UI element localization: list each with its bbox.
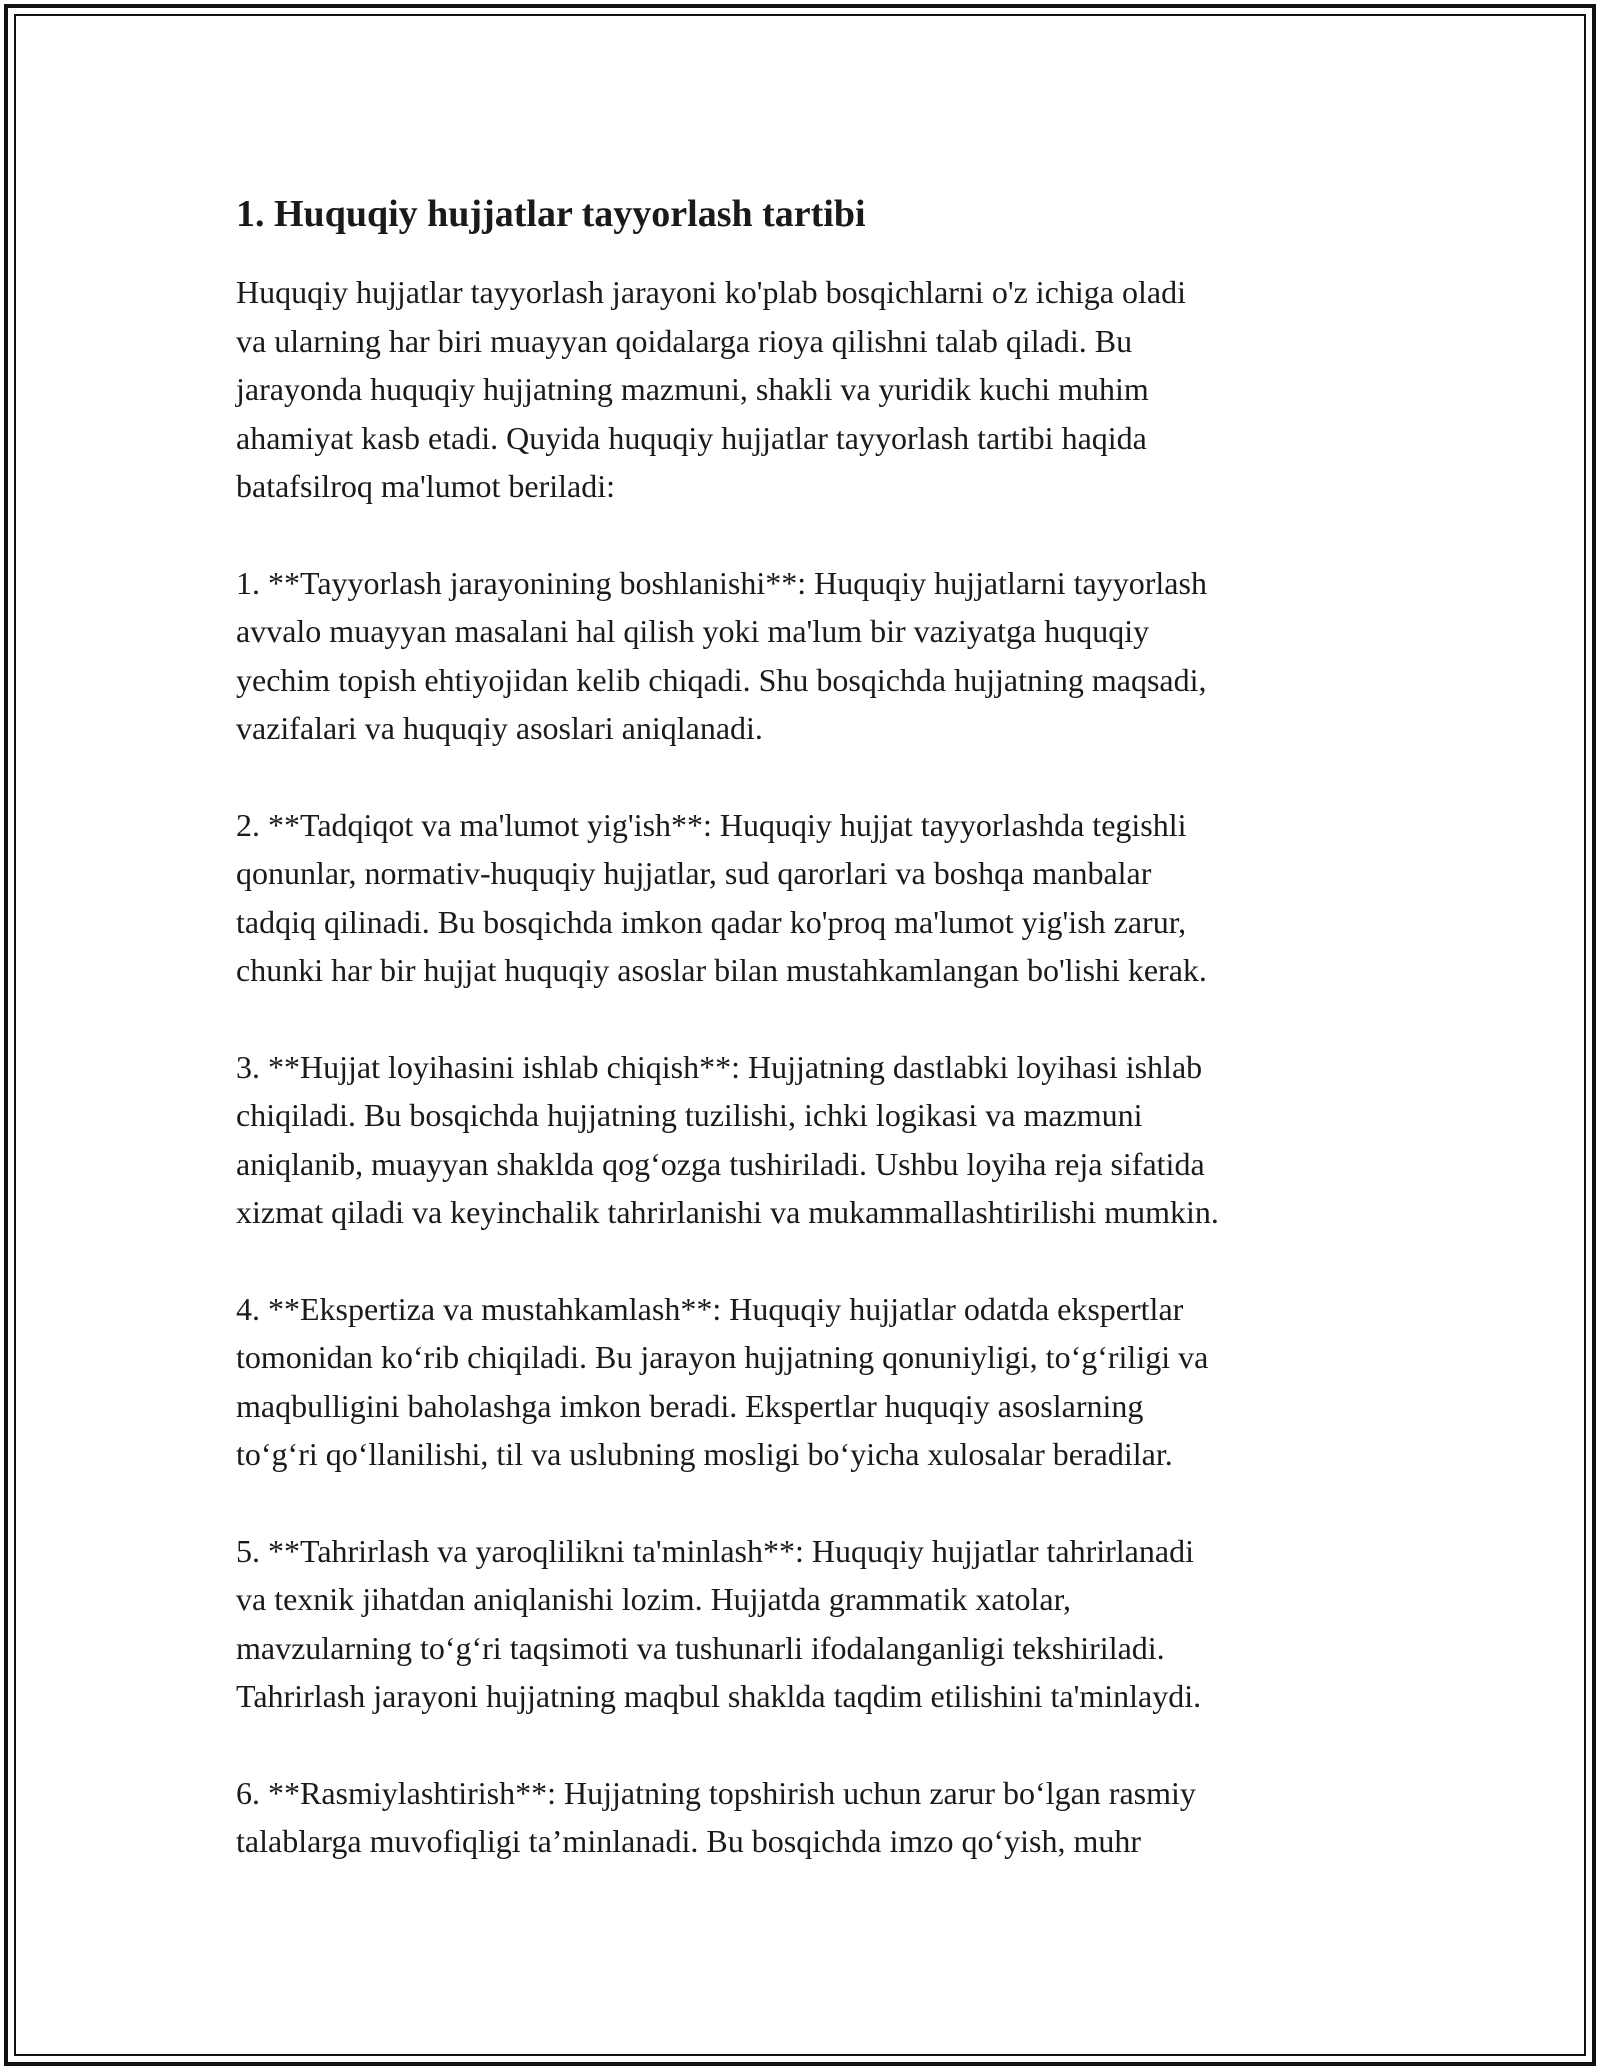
text-line: chunki har bir hujjat huquqiy asoslar bilan mustahkamlangan bo'lishi kerak. [236,952,1207,988]
section-title: 1. Huquqiy hujjatlar tayyorlash tartibi [236,193,866,235]
text-line: tomonidan ko‘rib chiqiladi. Bu jarayon hujjatning qonuniyligi, to‘g‘riligi va [236,1339,1209,1375]
text-line: Huquqiy hujjatlar tayyorlash jarayoni ko'plab bosqichlarni o'z ichiga oladi [236,274,1186,310]
text-line: tadqiq qilinadi. Bu bosqichda imkon qadar ko'proq ma'lumot yig'ish zarur, [236,903,1187,940]
text-line: maqbulligini baholashga imkon beradi. Ekspertlar huquqiy asoslarning [236,1387,1144,1424]
text-line: va ularning har biri muayyan qoidalarga rioya qilishni talab qiladi. Bu [236,322,1133,359]
step-1-paragraph [236,559,1386,753]
text-line: mavzularning to‘g‘ri taqsimoti va tushunarli ifodalanganligi tekshiriladi. [236,1629,1165,1666]
text-line: 5. **Tahrirlash va yaroqlilikni ta'minlash**: Huquqiy hujjatlar tahrirlanadi [236,1532,1194,1569]
document-body [236,186,1386,1914]
text-line: to‘g‘ri qo‘llanilishi, til va uslubning mosligi bo‘yicha xulosalar beradilar. [236,1436,1173,1472]
text-line: qonunlar, normativ-huquqiy hujjatlar, sud qarorlari va boshqa manbalar [236,855,1152,891]
text-line: batafsilroq ma'lumot beriladi: [236,468,615,504]
text-line: 4. **Ekspertiza va mustahkamlash**: Huquqiy hujjatlar odatda ekspertlar [236,1290,1184,1327]
text-line: 6. **Rasmiylashtirish**: Hujjatning topshirish uchun zarur bo‘lgan rasmiy [236,1774,1196,1811]
text-line: 3. **Hujjat loyihasini ishlab chiqish**: Hujjatning dastlabki loyihasi ishlab [236,1048,1203,1085]
text-line: xizmat qiladi va keyinchalik tahrirlanishi va mukammallashtirilishi mumkin. [236,1194,1219,1230]
text-line: ahamiyat kasb etadi. Quyida huquqiy hujjatlar tayyorlash tartibi haqida [236,419,1147,456]
text-line: 1. **Tayyorlash jarayonining boshlanishi**: Huquqiy hujjatlarni tayyorlash [236,564,1207,601]
text-line: yechim topish ehtiyojidan kelib chiqadi. Shu bosqichda hujjatning maqsadi, [236,661,1207,698]
step-2-paragraph [236,801,1386,995]
text-line: chiqiladi. Bu bosqichda hujjatning tuzilishi, ichki logikasi va mazmuni [236,1097,1143,1133]
text-line: jarayonda huquqiy hujjatning mazmuni, shakli va yuridik kuchi muhim [236,371,1149,407]
text-line: talablarga muvofiqligi ta’minlanadi. Bu bosqichda imzo qo‘yish, muhr [236,1823,1142,1859]
step-5-paragraph [236,1527,1386,1721]
text-line: aniqlanib, muayyan shaklda qog‘ozga tushiriladi. Ushbu loyiha reja sifatida [236,1145,1205,1182]
text-line: 2. **Tadqiqot va ma'lumot yig'ish**: Huquqiy hujjat tayyorlashda tegishli [236,806,1187,843]
step-6-paragraph [236,1769,1386,1866]
text-line: Tahrirlash jarayoni hujjatning maqbul shaklda taqdim etilishini ta'minlaydi. [236,1678,1202,1714]
text-line: avvalo muayyan masalani hal qilish yoki ma'lum bir vaziyatga huquqiy [236,613,1150,649]
intro-paragraph [236,268,1386,511]
step-3-paragraph [236,1043,1386,1237]
step-4-paragraph [236,1285,1386,1479]
text-line: va texnik jihatdan aniqlanishi lozim. Hujjatda grammatik xatolar, [236,1581,1071,1617]
text-line: vazifalari va huquqiy asoslari aniqlanadi. [236,710,763,746]
